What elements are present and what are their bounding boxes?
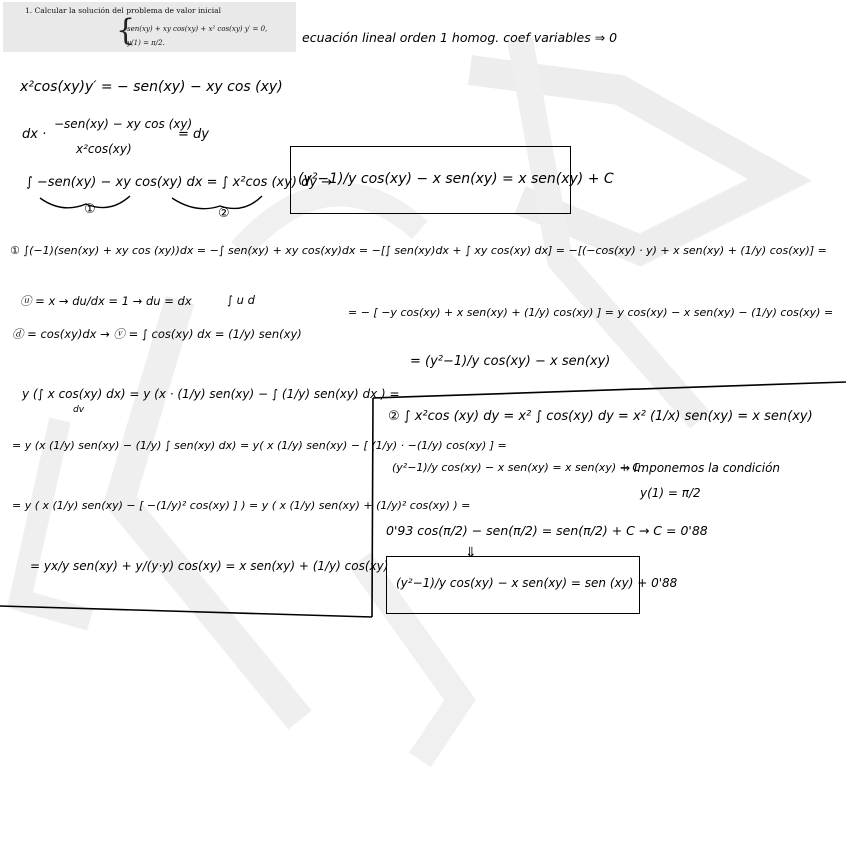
integral-1-expansion: ① ∫(−1)(sen(xy) + xy cos (xy))dx = −∫ sen(xy) + xy cos(xy)dx = −[∫ sen(xy)dx + ∫ xy cos(xy) dx] = −[(−cos(xy) · y) + x sen(xy) + (1/y) cos(xy)] =: [10, 244, 827, 257]
integral-1-simplified: = − [ −y cos(xy) + x sen(xy) + (1/y) cos(xy) ] = y cos(xy) − x sen(xy) − (1/y) cos(xy) =: [348, 306, 834, 319]
problem-equation: sen(xy) + xy cos(xy) + x² cos(xy) y′ = 0,: [127, 25, 268, 33]
classification-note: ecuación lineal orden 1 homog. coef variables ⇒ 0: [302, 30, 618, 45]
integral-2-result: ② ∫ x²cos (xy) dy = x² ∫ cos(xy) dy = x² (1/x) sen(xy) = x sen(xy): [388, 409, 813, 424]
substitution-u: ⓤ = x → du/dx = 1 → du = dx: [20, 294, 192, 308]
parts-step-1-dv: dv: [73, 405, 85, 415]
parts-step-4: = yx/y sen(xy) + y/(y·y) cos(xy) = x sen(xy) + (1/y) cos(xy): [30, 559, 389, 573]
initial-condition-note: y(1) = π/2: [640, 486, 701, 500]
substitution-dv: ⓓ = cos(xy)dx → ⓥ = ∫ cos(xy) dx = (1/y) sen(xy): [12, 327, 302, 341]
parts-step-2: = y (x (1/y) sen(xy) − (1/y) ∫ sen(xy) dx) = y( x (1/y) sen(xy) − [ (1/y) · −(1/y) cos(xy) ] =: [12, 439, 507, 452]
integral-1-result: = (y²−1)/y cos(xy) − x sen(xy): [410, 354, 611, 369]
rearranged-equation: x²cos(xy)y′ = − sen(xy) − xy cos (xy): [20, 79, 283, 95]
parts-step-1: y (∫ x cos(xy) dx) = y (x · (1/y) sen(xy) − ∫ (1/y) sen(xy) dx ) =: [22, 387, 400, 401]
solution-with-constant: (y²−1)/y cos(xy) − x sen(xy) = x sen(xy) + C: [392, 461, 641, 474]
final-solution: (y²−1)/y cos(xy) − x sen(xy) = sen (xy) + 0'88: [396, 576, 678, 590]
integral-setup: ∫ −sen(xy) − xy cos(xy) dx = ∫ x²cos (xy) dy →: [26, 175, 333, 190]
constant-computation: 0'93 cos(π/2) − sen(π/2) = sen(π/2) + C → C = 0'88: [386, 523, 708, 538]
separation-right: = dy: [178, 127, 209, 142]
separation-numerator: −sen(xy) − xy cos (xy): [54, 117, 193, 131]
general-solution: (y²−1)/y cos(xy) − x sen(xy) = x sen(xy) + C: [298, 171, 614, 187]
separation-left: dx ·: [22, 127, 47, 142]
separation-denominator: x²cos(xy): [76, 142, 132, 156]
problem-initial-condition: y(1) = π/2.: [127, 39, 165, 47]
implies-arrow: ⇓: [465, 545, 477, 561]
parts-formula: ∫ u d: [227, 293, 255, 307]
parts-step-3: = y ( x (1/y) sen(xy) − [ −(1/y)² cos(xy) ] ) = y ( x (1/y) sen(xy) + (1/y)² cos(xy) ) =: [12, 499, 471, 512]
impose-condition-note: → Imponemos la condición: [620, 461, 781, 475]
label-integral-1: ①: [84, 202, 96, 217]
problem-title: 1. Calcular la solución del problema de valor inicial: [25, 6, 222, 15]
label-integral-2: ②: [218, 206, 230, 221]
system-brace: {: [116, 13, 136, 48]
